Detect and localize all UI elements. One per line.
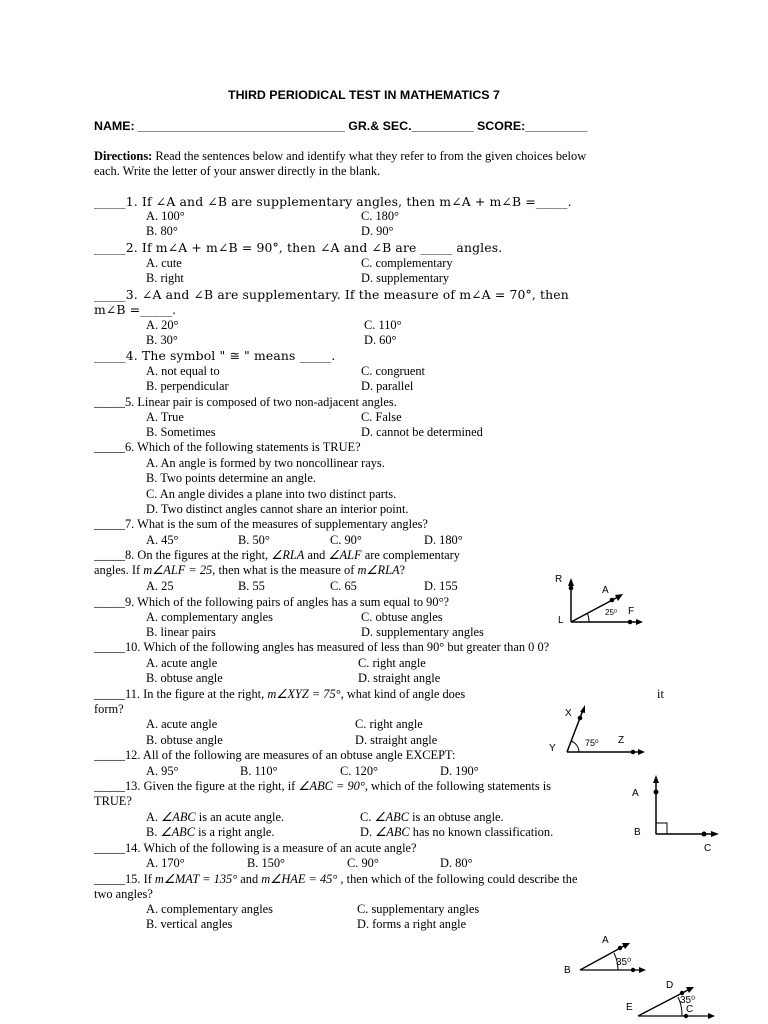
q15-choice-b: B. vertical angles	[146, 917, 233, 931]
q8-choice-c: C. 65	[330, 579, 357, 593]
figure-angle-abc	[624, 772, 724, 854]
label-b: B	[564, 965, 571, 976]
q13-angle-abc: ∠ABC	[161, 810, 196, 824]
q8-angle-rla: ∠RLA	[271, 548, 305, 562]
q15-text: _____15. If	[94, 872, 155, 886]
q5-choice-c: C. False	[361, 410, 402, 424]
label-c: C	[704, 843, 712, 854]
arrowhead-x	[580, 705, 585, 713]
q11-text: _____11. In the figure at the right,	[94, 687, 268, 701]
label-e: E	[626, 1002, 633, 1013]
q6-choice-d: D. Two distinct angles cannot share an interior point.	[146, 502, 409, 516]
q13-condition: ∠ABC = 90°	[298, 779, 365, 793]
q13-choice-a	[146, 810, 284, 825]
q13-text: _____13. Given the figure at the right, if	[94, 779, 299, 793]
point-a	[654, 790, 659, 795]
q3-choice-c: C. 110°	[364, 318, 402, 332]
q14-choice-a: A. 170°	[146, 856, 185, 870]
q7-choice-d: D. 180°	[424, 533, 463, 547]
question-13-stem	[94, 779, 551, 794]
q9-choice-b: B. linear pairs	[146, 625, 216, 639]
q7-choice-c: C. 90°	[330, 533, 362, 547]
angle-arc-alf	[587, 613, 589, 622]
q12-choice-b: B. 110°	[240, 764, 278, 778]
q13-choice-a-text: is an acute angle.	[195, 810, 285, 824]
point-c	[702, 832, 707, 837]
label-l: L	[558, 615, 564, 626]
q10-choice-b: B. obtuse angle	[146, 671, 223, 685]
q8-text2: angles. If	[94, 563, 144, 577]
arrowhead-c	[711, 831, 719, 837]
label-r: R	[555, 574, 563, 585]
label-a: A	[632, 788, 639, 799]
q15-text-end: , then which of the following could describe the	[337, 872, 578, 886]
q3-choice-b: B. 30°	[146, 333, 178, 347]
q14-choice-c: C. 90°	[347, 856, 379, 870]
q15-angle-mat: m∠MAT = 135°	[154, 872, 238, 886]
q5-choice-a: A. True	[146, 410, 184, 424]
arrowhead-right	[639, 967, 646, 973]
figure-angle-xyz	[546, 700, 650, 760]
q9-choice-d: D. supplementary angles	[361, 625, 484, 639]
arrowhead-right	[708, 1013, 715, 1019]
q6-choice-a: A. An angle is formed by two noncollinear rays.	[146, 456, 385, 470]
q2-choice-b: B. right	[146, 271, 184, 285]
q7-choice-a: A. 45°	[146, 533, 179, 547]
label-angle-35: 35⁰	[680, 995, 696, 1006]
question-13-stem-continued: TRUE?	[94, 794, 132, 808]
q13-choice-d	[360, 825, 553, 840]
q8-choice-b: B. 55	[238, 579, 265, 593]
q3-choice-a: A. 20°	[146, 318, 179, 332]
page-title: THIRD PERIODICAL TEST IN MATHEMATICS 7	[228, 88, 500, 102]
question-2-stem: _____2. If m∠A + m∠B = 90°, then ∠A and ∠B are _____ angles.	[94, 240, 503, 255]
q4-choice-c: C. congruent	[361, 364, 426, 378]
arrowhead-z	[638, 749, 645, 755]
q13-choice-c	[360, 810, 504, 825]
q1-choice-a: A. 100°	[146, 209, 185, 223]
q13-choice-b-letter: B.	[146, 825, 158, 839]
q4-choice-b: B. perpendicular	[146, 379, 229, 393]
question-9-stem: _____9. Which of the following pairs of angles has a sum equal to 90°?	[94, 595, 450, 609]
q9-choice-c: C. obtuse angles	[361, 610, 443, 624]
q11-choice-b: B. obtuse angle	[146, 733, 223, 747]
label-x: X	[565, 708, 572, 719]
q11-choice-a: A. acute angle	[146, 717, 218, 731]
q8-choice-d: D. 155	[424, 579, 458, 593]
question-15-stem-continued: two angles?	[94, 887, 153, 901]
q2-choice-d: D. supplementary	[361, 271, 450, 285]
q4-choice-a: A. not equal to	[146, 364, 220, 378]
q13-choice-d-letter: D.	[360, 825, 373, 839]
arrowhead-a	[653, 775, 659, 783]
q13-angle-abc: ∠ABC	[160, 825, 195, 839]
question-5-stem: _____5. Linear pair is composed of two non-adjacent angles.	[94, 395, 397, 409]
point-a	[618, 946, 622, 950]
q6-choice-b: B. Two points determine an angle.	[146, 471, 316, 485]
q9-choice-a: A. complementary angles	[146, 610, 273, 624]
q13-choice-b-text: is a right angle.	[195, 825, 275, 839]
q13-choice-c-text: is an obtuse angle.	[409, 810, 504, 824]
point-x	[578, 716, 583, 721]
question-12-stem: _____12. All of the following are measures of an obtuse angle EXCEPT:	[94, 748, 456, 762]
directions-text: Read the sentences below and identify what they refer to from the given choices below	[152, 149, 587, 163]
q15-text-and: and	[237, 872, 262, 886]
q8-condition: m∠ALF = 25	[143, 563, 213, 577]
right-angle-marker	[656, 823, 667, 834]
q1-choice-b: B. 80°	[146, 224, 178, 238]
q10-choice-d: D. straight angle	[358, 671, 441, 685]
q11-choice-d: D. straight angle	[355, 733, 438, 747]
directions-line1	[94, 149, 586, 164]
q8-text-end: are complementary	[361, 548, 460, 562]
q5-choice-b: B. Sometimes	[146, 425, 216, 439]
figure-angle-rla-alf	[548, 566, 648, 632]
point-a	[610, 598, 615, 603]
label-c: C	[686, 1004, 694, 1015]
label-y: Y	[549, 743, 556, 754]
q13-choice-d-text: has no known classification.	[409, 825, 554, 839]
q13-angle-abc: ∠ABC	[375, 825, 410, 839]
q13-text-end: , which of the following statements is	[364, 779, 552, 793]
question-10-stem: _____10. Which of the following angles has measured of less than 90° but greater than 0 0?	[94, 640, 550, 654]
q1-choice-d: D. 90°	[361, 224, 394, 238]
q4-choice-d: D. parallel	[361, 379, 414, 393]
directions-label: Directions:	[94, 149, 153, 163]
arrowhead-r	[568, 578, 574, 586]
q12-choice-d: D. 190°	[440, 764, 479, 778]
q8-choice-a: A. 25	[146, 579, 174, 593]
figure-angle-35-first	[560, 934, 650, 978]
point-z	[631, 750, 636, 755]
question-3-stem: _____3. ∠A and ∠B are supplementary. If the measure of m∠A = 70°, then	[94, 287, 569, 302]
label-f: F	[628, 606, 635, 617]
figure-angle-35-second	[620, 976, 720, 1022]
q15-choice-c: C. supplementary angles	[357, 902, 480, 916]
arrowhead-f	[636, 619, 643, 625]
q10-choice-c: C. right angle	[358, 656, 426, 670]
q11-condition: m∠XYZ = 75°	[267, 687, 341, 701]
q1-choice-c: C. 180°	[361, 209, 400, 223]
q5-choice-d: D. cannot be determined	[361, 425, 483, 439]
angle-arc-xyz	[571, 741, 579, 752]
label-d: D	[666, 980, 674, 991]
question-3-stem-continued: m∠B =_____.	[94, 302, 177, 317]
q8-text: _____8. On the figures at the right,	[94, 548, 272, 562]
q6-choice-c: C. An angle divides a plane into two distinct parts.	[146, 487, 397, 501]
question-6-stem: _____6. Which of the following statements is TRUE?	[94, 440, 361, 454]
question-8-stem-continued	[94, 563, 405, 578]
q13-choice-a-letter: A.	[146, 810, 159, 824]
q2-choice-c: C. complementary	[361, 256, 453, 270]
question-11-stem	[94, 687, 465, 702]
question-11-stem-continued: form?	[94, 702, 124, 716]
point-right	[631, 968, 635, 972]
q12-choice-a: A. 95°	[146, 764, 179, 778]
q13-choice-b	[146, 825, 275, 840]
point-r	[569, 586, 574, 591]
label-angle-75: 75⁰	[585, 738, 599, 748]
q14-choice-d: D. 80°	[440, 856, 473, 870]
q8-text-and: and	[304, 548, 329, 562]
point-f	[628, 620, 633, 625]
q13-angle-abc: ∠ABC	[374, 810, 409, 824]
label-angle-25: 25⁰	[605, 608, 618, 617]
directions-line2: each. Write the letter of your answer directly in the blank.	[94, 164, 381, 178]
q2-choice-a: A. cute	[146, 256, 182, 270]
q12-choice-c: C. 120°	[340, 764, 379, 778]
question-15-stem	[94, 872, 578, 887]
student-info-line: NAME: ______________________________ GR.& SEC._________ SCORE:_________	[94, 119, 588, 133]
q3-choice-d: D. 60°	[364, 333, 397, 347]
question-4-stem: _____4. The symbol " ≅ " means _____.	[94, 348, 336, 363]
q13-choice-c-letter: C.	[360, 810, 372, 824]
q8-angle-alf: ∠ALF	[328, 548, 362, 562]
q8-question-mark: ?	[399, 563, 406, 577]
q15-choice-a: A. complementary angles	[146, 902, 273, 916]
question-7-stem: _____7. What is the sum of the measures of supplementary angles?	[94, 517, 428, 531]
label-z: Z	[618, 735, 625, 746]
q7-choice-b: B. 50°	[238, 533, 270, 547]
q15-choice-d: D. forms a right angle	[357, 917, 467, 931]
label-a: A	[602, 935, 609, 946]
question-8-stem	[94, 548, 460, 563]
q15-angle-hae: m∠HAE = 45°	[261, 872, 338, 886]
q11-stem-it: it	[657, 687, 664, 701]
q11-text-end: , what kind of angle does	[340, 687, 466, 701]
label-a: A	[602, 585, 609, 596]
label-angle-35: 35⁰	[616, 957, 632, 968]
q14-choice-b: B. 150°	[247, 856, 286, 870]
q8-asked-angle: m∠RLA	[357, 563, 400, 577]
q11-choice-c: C. right angle	[355, 717, 423, 731]
q8-text3: , then what is the measure of	[212, 563, 358, 577]
question-14-stem: _____14. Which of the following is a measure of an acute angle?	[94, 841, 417, 855]
question-1-stem: _____1. If ∠A and ∠B are supplementary angles, then m∠A + m∠B =_____.	[94, 194, 572, 209]
label-b: B	[634, 827, 641, 838]
q10-choice-a: A. acute angle	[146, 656, 218, 670]
